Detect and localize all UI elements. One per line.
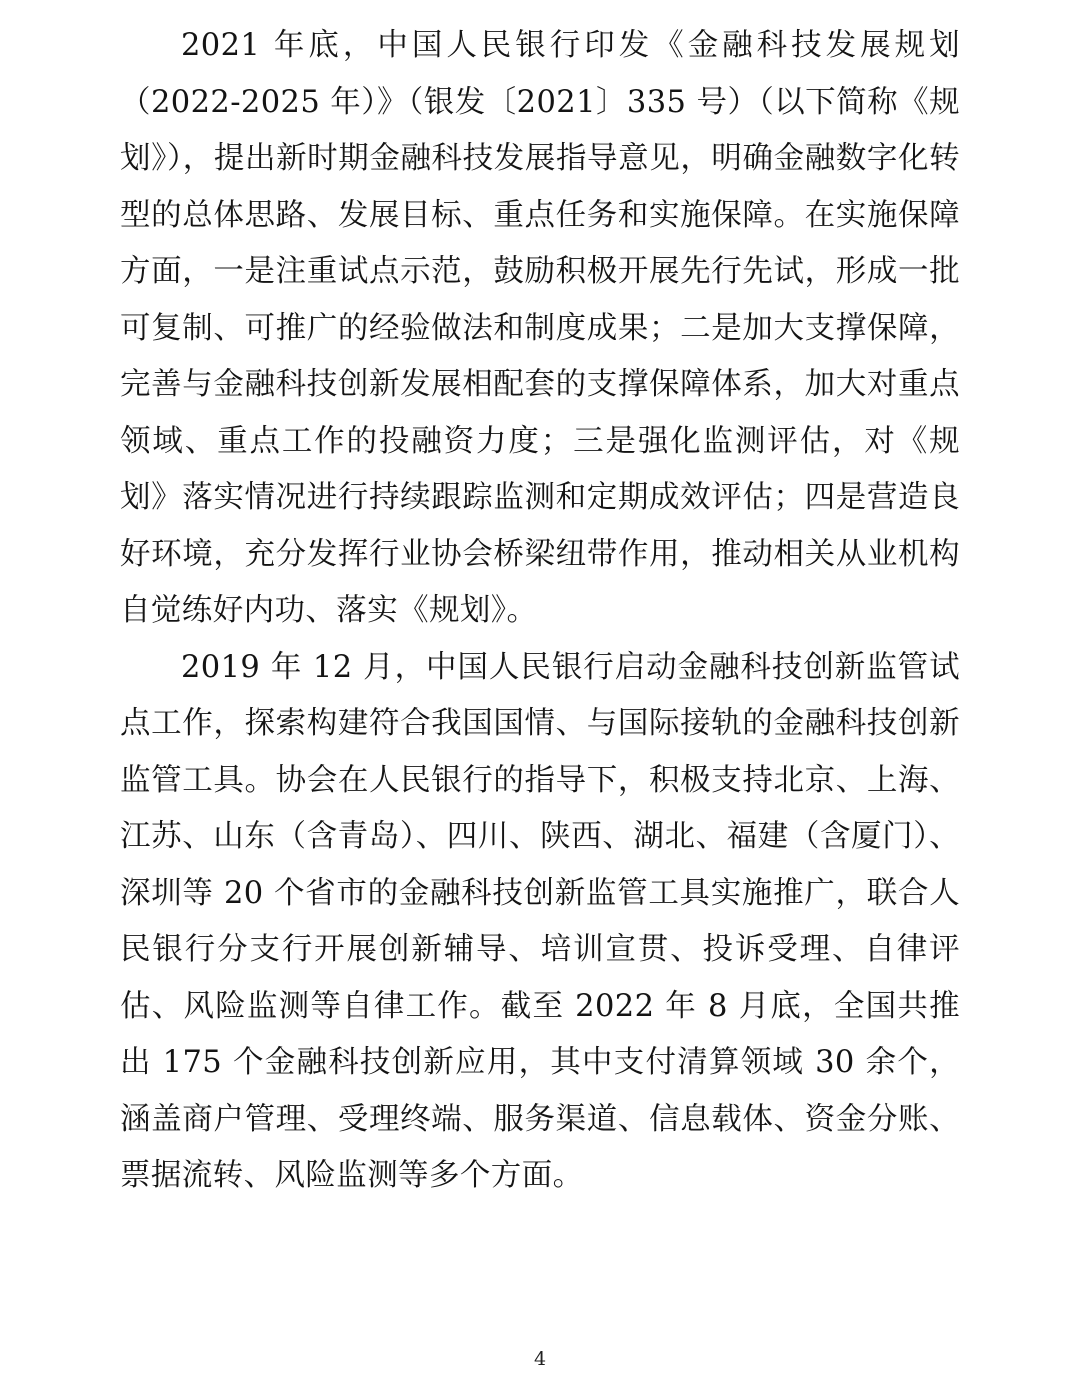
paragraph-1: 2021 年底，中国人民银行印发《金融科技发展规划（2022-2025 年）》（银发〔2021〕335 号）（以下简称《规划》），提出新时期金融科技发展指导意见，明确金融数字化转型的总体思路、发展目标、重点任务和实施保障。在实施保障方面，一是注重试点示范，鼓励积极开展先行先试，形成一批可复制、可推广的经验做法和制度成果；二是加大支撑保障，完善与金融科技创新发展相配套的支撑保障体系，加大对重点领域、重点工作的投融资力度；三是强化监测评估，对《规划》落实情况进行持续跟踪监测和定期成效评估；四是营造良好环境，充分发挥行业协会桥梁纽带作用，推动相关从业机构自觉练好内功、落实《规划》。 — [120, 28, 960, 628]
paragraph-2: 2019 年 12 月，中国人民银行启动金融科技创新监管试点工作，探索构建符合我国国情、与国际接轨的金融科技创新监管工具。协会在人民银行的指导下，积极支持北京、上海、江苏、山东（含青岛）、四川、陕西、湖北、福建（含厦门）、深圳等 20 个省市的金融科技创新监管工具实施推广，联合人民银行分支行开展创新辅导、培训宣贯、投诉受理、自律评估、风险监测等自律工作。截至 2022 年 8 月底，全国共推出 175 个金融科技创新应用，其中支付清算领域 30 余个，涵盖商户管理、受理终端、服务渠道、信息载体、资金分账、票据流转、风险监测等多个方面。 — [120, 649, 960, 1193]
document-body — [120, 18, 960, 1205]
page-number: 4 — [533, 1348, 547, 1370]
